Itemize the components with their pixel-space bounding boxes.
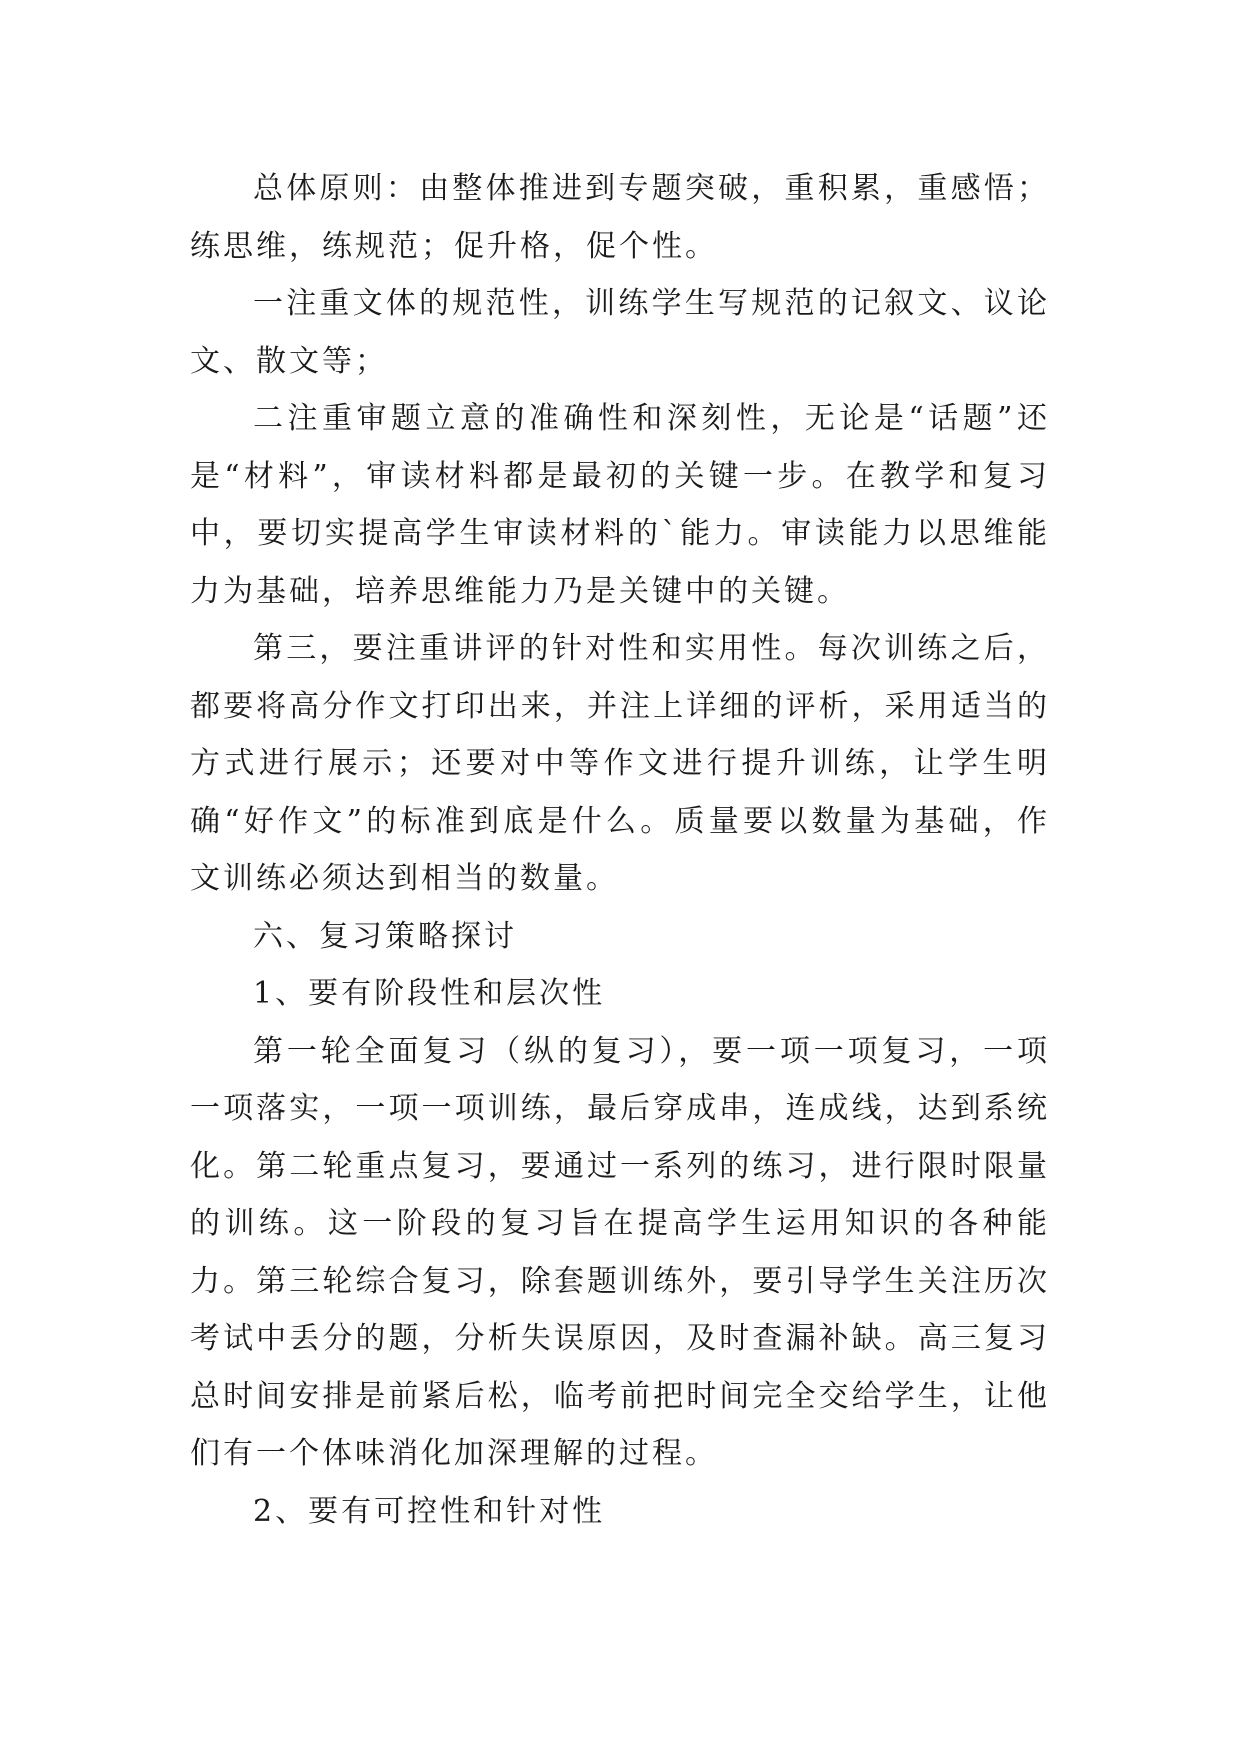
paragraph-review-rounds: 第一轮全面复习（纵的复习），要一项一项复习，一项一项落实，一项一项训练，最后穿成串，连成线，达到系统化。第二轮重点复习，要通过一系列的练习，进行限时限量的训练。这一阶段的复习旨在提高学生运用知识的各种能力。第三轮综合复习，除套题训练外，要引导学生关注历次考试中丢分的题，分析失误原因，及时查漏补缺。高三复习总时间安排是前紧后松，临考前把时间完全交给学生，让他们有一个体味消化加深理解的过程。: [190, 1033, 1050, 1471]
paragraph-topic-analysis: 二注重审题立意的准确性和深刻性，无论是“话题”还是“材料”，审读材料都是最初的关键一步。在教学和复习中，要切实提高学生审读材料的`能力。审读能力以思维能力为基础，培养思维能力乃是关键中的关键。: [190, 401, 1050, 609]
paragraph-overall-principle: 总体原则：由整体推进到专题突破，重积累，重感悟；练思维，练规范；促升格，促个性。: [190, 171, 1050, 264]
paragraph-genre-norms: 一注重文体的规范性，训练学生写规范的记叙文、议论文、散文等；: [190, 286, 1050, 379]
section-heading-review-strategy: 六、复习策略探讨: [253, 918, 517, 954]
subheading-stages: 1、要有阶段性和层次性: [253, 976, 606, 1011]
subheading-controllability: 2、要有可控性和针对性: [253, 1493, 606, 1529]
paragraph-commentary: 第三，要注重讲评的针对性和实用性。每次训练之后，都要将高分作文打印出来，并注上详细的评析，采用适当的方式进行展示；还要对中等作文进行提升训练，让学生明确“好作文”的标准到底是什么。质量要以数量为基础，作文训练必须达到相当的数量。: [190, 631, 1050, 896]
document-page: [190, 160, 1050, 1540]
